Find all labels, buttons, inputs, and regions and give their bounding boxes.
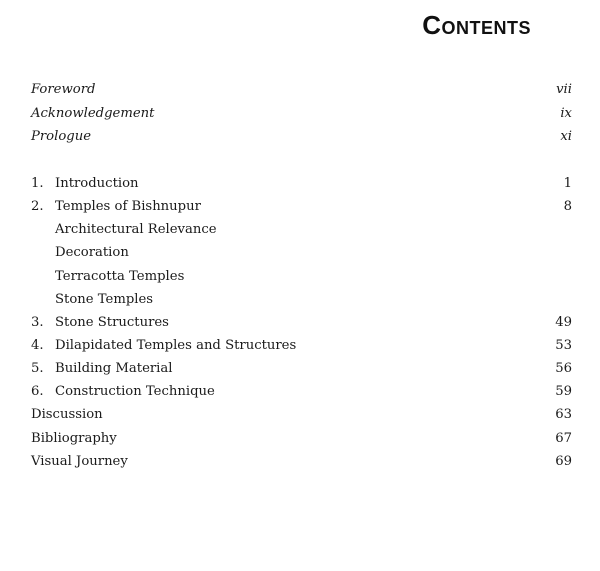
toc-entry-label: Construction Technique: [55, 384, 215, 399]
chapter-number: 5.: [31, 361, 44, 376]
chapter-number: 1.: [31, 176, 44, 191]
toc-entry-page: 69: [555, 454, 572, 469]
toc-entry-page: 1: [563, 176, 572, 191]
toc-entry-page: 67: [555, 431, 572, 446]
toc-entry-chapter-1[interactable]: [31, 174, 572, 194]
toc-entry-label: Discussion: [31, 407, 103, 422]
chapter-number: 6.: [31, 384, 44, 399]
toc-entry-label: Decoration: [55, 245, 129, 260]
toc-entry-label: Bibliography: [31, 431, 117, 446]
toc-entry-chapter-5[interactable]: [31, 359, 572, 379]
chapter-number: 2.: [31, 199, 44, 214]
toc-entry-page: ix: [560, 106, 572, 121]
toc-entry-discussion[interactable]: [31, 405, 572, 425]
toc-entry-chapter-3[interactable]: [31, 313, 572, 333]
toc-entry-label: Dilapidated Temples and Structures: [55, 338, 297, 353]
toc-entry-page: 53: [555, 338, 572, 353]
toc-entry-label: Visual Journey: [31, 454, 128, 469]
toc-entry-label: Temples of Bishnupur: [55, 199, 201, 214]
toc-entry-acknowledgement[interactable]: [31, 104, 572, 124]
toc-subentry-architectural-relevance[interactable]: [31, 220, 572, 240]
toc-entry-page: 56: [555, 361, 572, 376]
toc-entry-page: 8: [563, 199, 572, 214]
page-title: Contents: [422, 10, 531, 40]
chapter-number: 4.: [31, 338, 44, 353]
toc-entry-bibliography[interactable]: [31, 429, 572, 449]
toc-entry-visual-journey[interactable]: [31, 452, 572, 472]
toc-entry-page: 63: [555, 407, 572, 422]
toc-entry-label: Prologue: [31, 129, 92, 144]
toc-subentry-decoration[interactable]: [31, 243, 572, 263]
chapter-number: 3.: [31, 315, 44, 330]
toc-entry-label: Acknowledgement: [31, 106, 155, 121]
toc-entry-label: Introduction: [55, 176, 139, 191]
toc-entry-chapter-2[interactable]: [31, 197, 572, 217]
toc-entry-chapter-6[interactable]: [31, 382, 572, 402]
toc-subentry-terracotta-temples[interactable]: [31, 267, 572, 287]
toc-entry-page: 59: [555, 384, 572, 399]
toc-entry-label: Architectural Relevance: [55, 222, 217, 237]
toc-subentry-stone-temples[interactable]: [31, 290, 572, 310]
toc-entry-label: Foreword: [31, 82, 96, 97]
toc-entry-label: Terracotta Temples: [55, 269, 185, 284]
toc-entry-page: 49: [555, 315, 572, 330]
toc-entry-label: Stone Structures: [55, 315, 169, 330]
toc-entry-page: vii: [556, 82, 572, 97]
toc-entry-page: xi: [560, 129, 572, 144]
toc-entry-chapter-4[interactable]: [31, 336, 572, 356]
toc-entry-label: Building Material: [55, 361, 173, 376]
toc-entry-foreword[interactable]: [31, 80, 572, 100]
toc-entry-label: Stone Temples: [55, 292, 154, 307]
toc-entry-prologue[interactable]: [31, 127, 572, 147]
